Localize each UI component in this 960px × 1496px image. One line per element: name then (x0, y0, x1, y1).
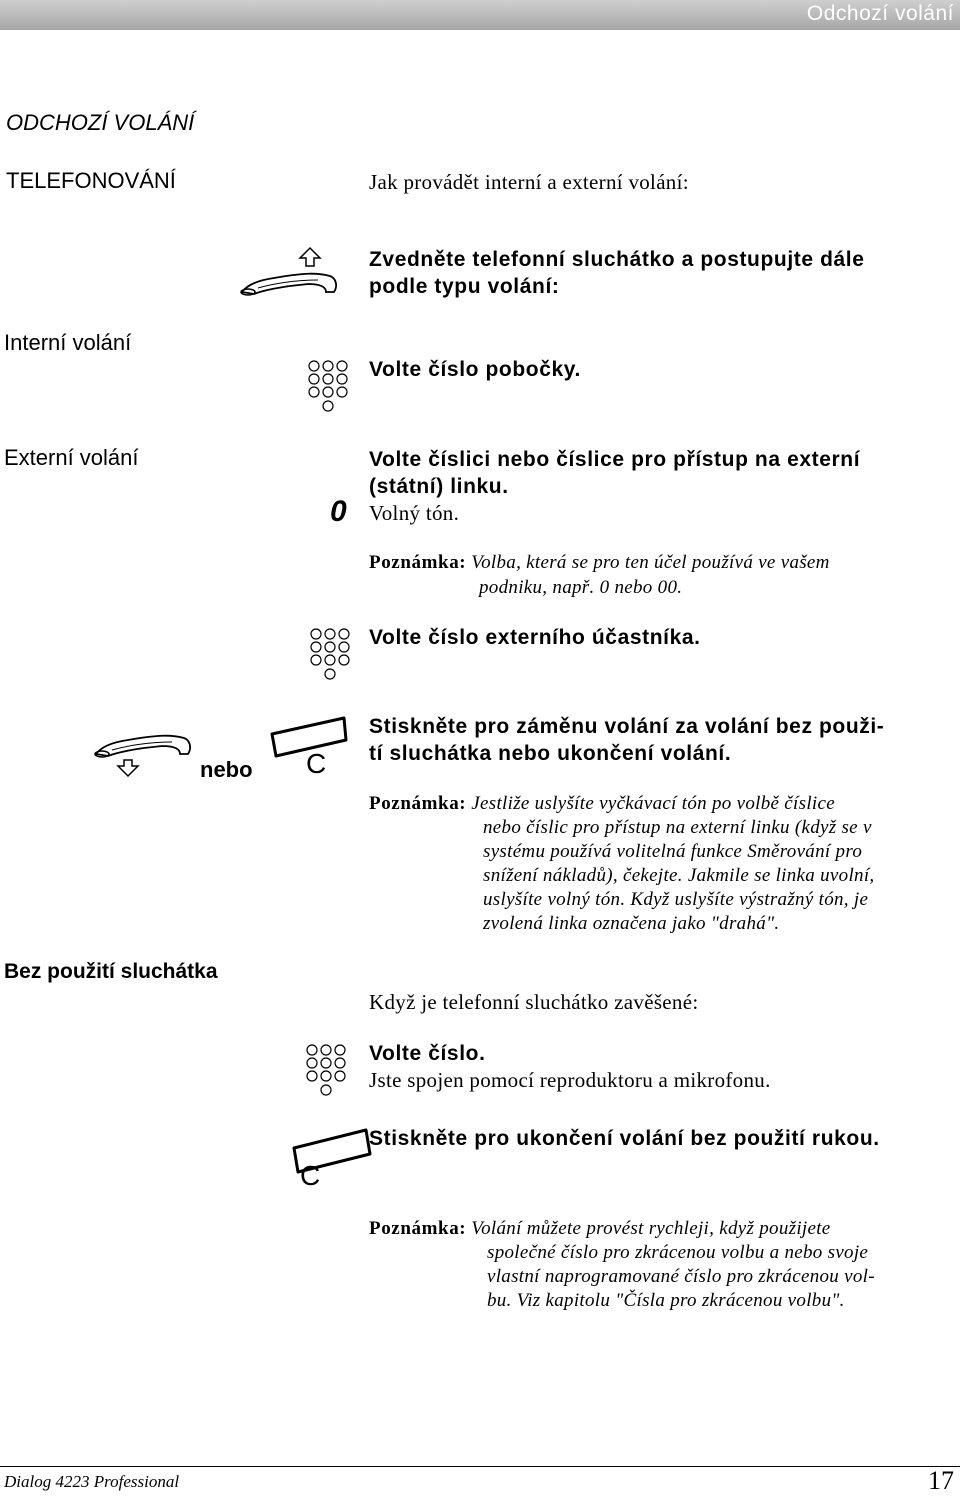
dial-external-text: Volte číslo externího účastníka. (369, 626, 701, 649)
keypad-icon (306, 358, 352, 416)
external-instruction-line1: Volte číslici nebo číslice pro přístup na externí (369, 448, 861, 471)
label-internal-call: Interní volání (4, 330, 132, 355)
note2-line1 (369, 792, 835, 817)
note2-line3: systému používá volitelná funkce Směrování pro (483, 841, 863, 862)
note1-text1: Volba, která se pro ten účel používá ve vašem (471, 552, 830, 573)
main-heading: ODCHOZÍ VOLÁNÍ (6, 110, 195, 135)
note2-line4: snížení nákladů), čekejte. Jakmile se linka uvolní, (483, 865, 875, 886)
page-number: 17 (928, 1466, 954, 1495)
or-label: nebo (200, 757, 253, 782)
clear-key-letter: C (300, 1160, 321, 1191)
note1-line1 (369, 551, 830, 576)
press-end-text: Stiskněte pro ukončení volání bez použití rukou. (369, 1127, 880, 1150)
press-instruction-line1: Stiskněte pro záměnu volání za volání bez použi- (369, 715, 885, 738)
note2-line5: uslyšíte volný tón. Když uslyšíte výstražný tón, je (483, 889, 869, 910)
note2-label: Poznámka: (369, 793, 467, 814)
onhook-text: Když je telefonní sluchátko zavěšené: (369, 990, 699, 1014)
dial-extension-text: Volte číslo pobočky. (369, 358, 581, 381)
keypad-icon (308, 626, 354, 684)
note3-label: Poznámka: (369, 1218, 467, 1239)
note2-text1: Jestliže uslyšíte vyčkávací tón po volbě číslice (471, 793, 835, 814)
connected-text: Jste spojen pomocí reproduktoru a mikrofonu. (369, 1068, 771, 1092)
note3-line1 (369, 1217, 831, 1242)
note1-line2: podniku, např. 0 nebo 00. (479, 577, 683, 598)
lift-instruction-line1: Zvedněte telefonní sluchátko a postupujte dále (369, 248, 865, 271)
dial-number-text: Volte číslo. (369, 1042, 486, 1065)
note2-line2: nebo číslic pro přístup na externí linku (když se v (483, 817, 872, 838)
note3-line4: bu. Viz kapitolu "Čísla pro zkrácenou volbu". (487, 1290, 845, 1311)
note3-line3: vlastní naprogramované číslo pro zkrácenou vol- (487, 1266, 875, 1287)
clear-key-letter: C (306, 748, 327, 779)
section-heading-telefonovani: TELEFONOVÁNÍ (6, 168, 176, 193)
header-title: Odchozí volání (806, 2, 954, 25)
footer-product: Dialog 4223 Professional (4, 1472, 180, 1491)
note3-line2: společné číslo pro zkrácenou volbu a nebo svoje (487, 1242, 869, 1263)
dial-tone-text: Volný tón. (369, 501, 460, 525)
label-external-call: Externí volání (4, 445, 139, 470)
keypad-icon (304, 1042, 350, 1100)
note1-label: Poznámka: (369, 552, 467, 573)
zero-key-icon: 0 (330, 495, 347, 528)
label-handsfree: Bez použití sluchátka (4, 960, 218, 983)
external-instruction-line2: (státní) linku. (369, 475, 509, 498)
lift-instruction-line2: podle typu volání: (369, 275, 560, 298)
handset-lift-icon (238, 246, 344, 298)
press-instruction-line2: tí sluchátka nebo ukončení volání. (369, 742, 732, 765)
handset-replace-icon (92, 732, 198, 778)
note3-text1: Volání můžete provést rychleji, když použijete (471, 1218, 831, 1239)
intro-text: Jak provádět interní a externí volání: (369, 170, 689, 194)
footer-rule (0, 1466, 960, 1467)
note2-line6: zvolená linka označena jako "drahá". (483, 913, 780, 934)
